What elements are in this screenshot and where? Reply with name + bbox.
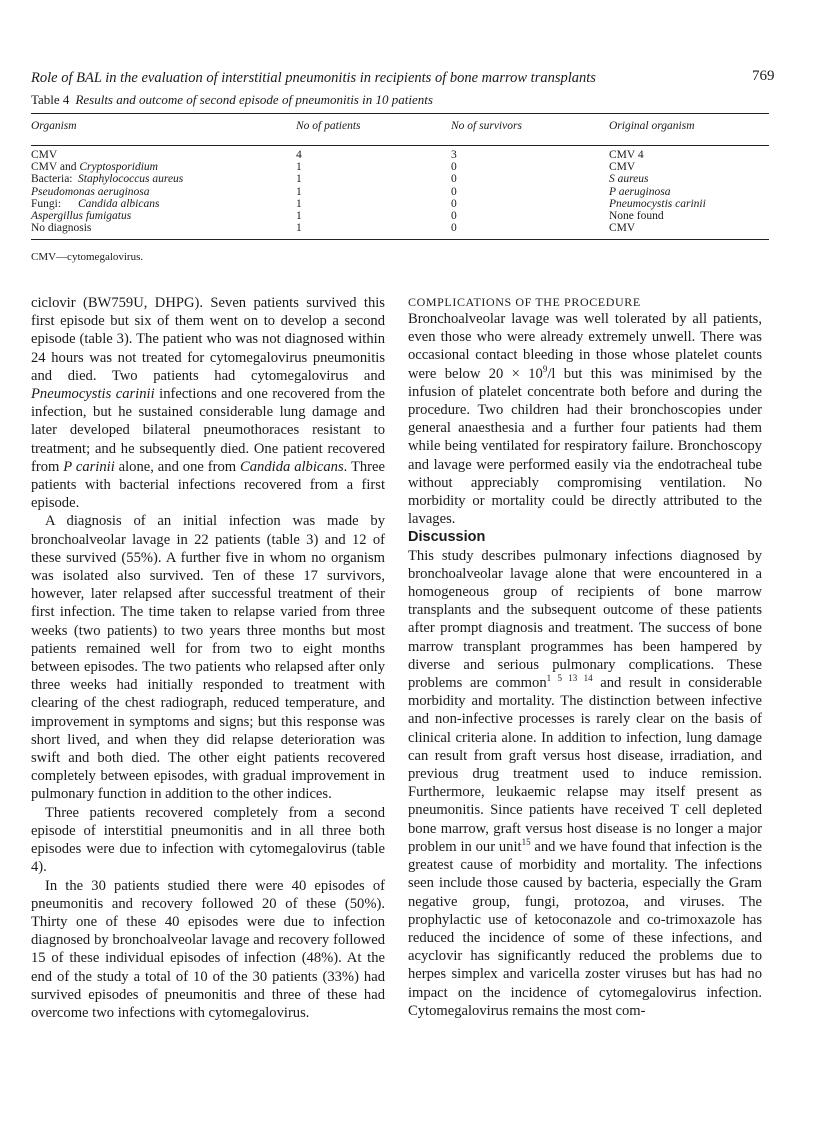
patients-cell: 1 <box>296 185 302 198</box>
original-organism-cell: CMV 4 <box>609 149 644 161</box>
paragraph: Bronchoalveolar lavage was well tolerated by all patients, even those who were already extremely unwell. There was occasional contact bleeding in those whose platelet counts were below $20 \times 10^9/l$ but this was minimised by the infusion of platelet concentrate both before and during the procedure. Two children had their bronchoscopies under general anaesthesia and a further four patients had them while being ventilated for respiratory failure. Bronchoscopy and lavage were performed easily via the endotracheal tube without appreciably compromising ventilation. No morbidity or mortality could be directly attributed to the lavages. <box>408 311 762 528</box>
original-organism-cell: S aureus <box>609 173 649 186</box>
organism-cell: Fungi: Candida albicans <box>31 197 160 210</box>
table-bottom-rule <box>31 239 769 240</box>
col-header-organism: Organism <box>31 120 77 132</box>
table-row <box>31 149 769 161</box>
table-row <box>31 198 769 210</box>
patients-cell: 4 <box>296 149 302 161</box>
survivors-cell: 3 <box>451 149 457 161</box>
patients-cell: 1 <box>296 197 302 210</box>
paragraph: ciclovir (BW759U, DHPG). Seven patients survived this first episode but six of them went on to develop a second episode (table 3). The patient who was not diagnosed within 24 hours was not treated for cytomegalovirus pneumonitis and died. Two patients had cytomegalovirus and Pneumocystis carinii infections and one recovered from the infection, but he sustained considerable lung damage and later developed bilateral pneumothoraces resistant to treatment; and he subsequently died. One patient recovered from P carinii alone, and one from Candida albicans. Three patients with bacterial infections recovered from a first episode. <box>31 295 385 512</box>
original-organism-cell: P aeruginosa <box>609 185 671 198</box>
original-organism-cell: Pneumocystis carinii <box>609 197 706 210</box>
survivors-cell: 0 <box>451 210 457 223</box>
right-text-column <box>408 294 762 1020</box>
table-caption <box>31 92 433 108</box>
original-organism-cell: None found <box>609 210 664 223</box>
organism-cell: CMV and Cryptosporidium <box>31 161 158 174</box>
page-number: 769 <box>752 68 775 84</box>
survivors-cell: 0 <box>451 222 457 235</box>
section-heading: Discussion <box>408 529 486 546</box>
group-label: Bacteria: <box>31 173 73 186</box>
table-title: Results and outcome of second episode of pneumonitis in 10 patients <box>75 92 433 107</box>
organism-cell: No diagnosis <box>31 222 92 235</box>
organism-cell: CMV <box>31 149 58 161</box>
paragraph: This study describes pulmonary infections diagnosed by bronchoalveolar lavage alone that were encountered in a homogeneous group of recipients of bone marrow transplants and the subsequent outcome of these patients after prompt diagnosis and treatment. The success of bone marrow transplant programmes has been hampered by diverse and serious pulmonary complications. These problems are common$^{1 5 13 14}$ and result in considerable morbidity and mortality. The distinction between infective and non-infective processes is rarely clear on the basis of clinical criteria alone. In addition to infection, lung damage can result from graft versus host disease, irradiation, and previous drug treatment used to induce remission. Furthermore, leukaemic relapse may itself present as pneumonitis. Since patients have received T cell depleted bone marrow, graft versus host disease is no longer a major problem in our unit$^{15}$ and we have found that infection is the greatest cause of morbidity and mortality. The infections seen include those caused by bacteria, especially the Gram negative group, fungi, protozoa, and viruses. The prophylactic use of ketoconazole and co-trimoxazole has reduced the incidence of some of these infections, and acyclovir has significantly reduced the problems due to herpes simplex and varicella zoster viruses but has had no impact on the incidence of cytomegalovirus infection. Cytomegalovirus remains the most com- <box>408 547 762 1019</box>
paragraph: In the 30 patients studied there were 40 episodes of pneumonitis and recovery followed 20 of these (50%). Thirty one of these 40 episodes were due to infection diagnosed by bronchoalveolar lavage and recovery followed 15 of these individual episodes of infection (48%). At the end of the study a total of 10 of the 30 patients (33%) had survived episodes of pneumonitis and three of these had overcome two infections with cytomegalovirus. <box>31 877 385 1021</box>
organism-cell: Aspergillus fumigatus <box>31 210 132 223</box>
original-organism-cell: CMV <box>609 161 636 174</box>
patients-cell: 1 <box>296 173 302 186</box>
table-footnote: CMV—cytomegalovirus. <box>31 251 144 263</box>
table-row <box>31 222 769 234</box>
table-row <box>31 173 769 185</box>
survivors-cell: 0 <box>451 185 457 198</box>
organism-cell: Pseudomonas aeruginosa <box>31 185 150 198</box>
running-title: Role of BAL in the evaluation of interstitial pneumonitis in recipients of bone marrow transplants <box>31 70 596 86</box>
left-text-column <box>31 294 385 1022</box>
group-label: Fungi: <box>31 197 62 210</box>
table-header-rule <box>31 145 769 146</box>
col-header-original: Original organism <box>609 120 695 132</box>
survivors-cell: 0 <box>451 173 457 186</box>
paragraph: Three patients recovered completely from a second episode of interstitial pneumonitis and in all three both episodes were due to infection with cytomegalovirus (table 4). <box>31 804 385 876</box>
table-row <box>31 161 769 173</box>
patients-cell: 1 <box>296 222 302 235</box>
organism-cell: Bacteria: Staphylococcus aureus <box>31 173 184 186</box>
patients-cell: 1 <box>296 210 302 223</box>
survivors-cell: 0 <box>451 161 457 174</box>
original-organism-cell: CMV <box>609 222 636 235</box>
survivors-cell: 0 <box>451 197 457 210</box>
patients-cell: 1 <box>296 161 302 174</box>
table-header <box>31 120 769 132</box>
paragraph: A diagnosis of an initial infection was made by bronchoalveolar lavage in 22 patients (table 3) and 12 of these survived (55%). A further five in whom no organism was isolated also survived. Ten of these 17 survivors, however, later relapsed after successful treatment of their first infection. The time taken to relapse varied from three weeks (two patients) to two years three months but most patients remained well for from two to eight months between episodes. The two patients who relapsed after only three weeks had initially responded to treatment with clearing of the chest radiograph, reduced temperature, and improvement in symptoms and signs; but this response was short lived, and when they did relapse deterioration was swift and both died. The other eight patients recovered completely between episodes, with gradual improvement in pulmonary function in addition to the other indices. <box>31 513 385 803</box>
table-row <box>31 186 769 198</box>
table-label: Table 4 <box>31 92 70 107</box>
table-top-rule <box>31 113 769 114</box>
subsection-heading: COMPLICATIONS OF THE PROCEDURE <box>408 295 641 309</box>
col-header-survivors: No of survivors <box>451 120 522 132</box>
table-body <box>31 149 769 234</box>
table-row <box>31 210 769 222</box>
col-header-patients: No of patients <box>296 120 361 132</box>
